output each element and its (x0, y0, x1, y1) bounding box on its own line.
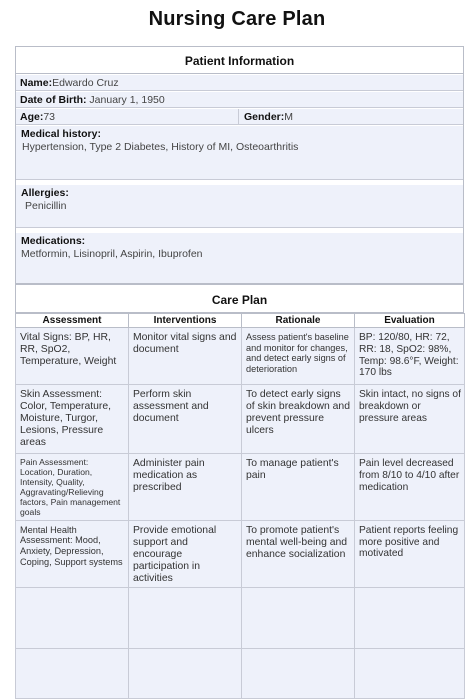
gender-field[interactable] (239, 109, 463, 125)
interventions-cell[interactable]: Provide emotional support and encourage participation in activities (129, 520, 242, 587)
evaluation-cell[interactable]: Patient reports feeling more positive and motivated (355, 520, 465, 587)
medical-history-field[interactable] (16, 126, 463, 180)
table-row (16, 385, 465, 454)
document-title: Nursing Care Plan (148, 8, 326, 30)
table-row (16, 649, 465, 699)
rationale-cell[interactable]: To detect early signs of skin breakdown and prevent pressure ulcers (242, 385, 355, 454)
dob-label: Date of Birth: (20, 94, 87, 106)
column-header-assessment: Assessment (16, 314, 129, 328)
rationale-cell[interactable] (242, 649, 355, 699)
gender-label: Gender: (244, 111, 285, 123)
assessment-cell[interactable]: Pain Assessment: Location, Duration, Intensity, Quality, Aggravating/Relieving factors, Pain management goals (16, 454, 129, 521)
rationale-cell[interactable] (242, 588, 355, 649)
name-label: Name: (20, 77, 53, 89)
assessment-cell[interactable]: Mental Health Assessment: Mood, Anxiety, Depression, Coping, Support systems (16, 520, 129, 587)
patient-info-heading: Patient Information (15, 46, 464, 74)
rationale-cell[interactable]: Assess patient's baseline and monitor for changes, and detect early signs of deterioration (242, 328, 355, 385)
table-row (16, 588, 465, 649)
evaluation-cell[interactable]: Skin intact, no signs of breakdown or pressure areas (355, 385, 465, 454)
assessment-cell[interactable] (16, 649, 129, 699)
allergies-label: Allergies: (21, 187, 69, 199)
table-row (16, 328, 465, 385)
column-header-evaluation: Evaluation (355, 314, 465, 328)
medical-history-value: Hypertension, Type 2 Diabetes, History of MI, Osteoarthritis (22, 141, 299, 153)
evaluation-cell[interactable] (355, 649, 465, 699)
assessment-cell[interactable]: Skin Assessment: Color, Temperature, Moisture, Turgor, Lesions, Pressure areas (16, 385, 129, 454)
medications-field[interactable] (16, 233, 463, 283)
allergies-value: Penicillin (25, 200, 67, 212)
table-row (16, 520, 465, 587)
medications-value: Metformin, Lisinopril, Aspirin, Ibuprofen (21, 248, 203, 260)
rationale-cell[interactable]: To manage patient's pain (242, 454, 355, 521)
allergies-field[interactable] (16, 185, 463, 228)
care-plan-table (15, 313, 465, 699)
interventions-cell[interactable]: Perform skin assessment and document (129, 385, 242, 454)
column-header-rationale: Rationale (242, 314, 355, 328)
interventions-cell[interactable] (129, 649, 242, 699)
evaluation-cell[interactable]: Pain level decreased from 8/10 to 4/10 after medication (355, 454, 465, 521)
rationale-cell[interactable]: To promote patient's mental well-being and enhance socialization (242, 520, 355, 587)
interventions-cell[interactable]: Administer pain medication as prescribed (129, 454, 242, 521)
column-header-interventions: Interventions (129, 314, 242, 328)
assessment-cell[interactable] (16, 588, 129, 649)
age-label: Age: (20, 111, 44, 123)
medical-history-label: Medical history: (21, 128, 101, 140)
name-field[interactable] (16, 75, 463, 91)
evaluation-cell[interactable]: BP: 120/80, HR: 72, RR: 18, SpO2: 98%, Temp: 98.6°F, Weight: 170 lbs (355, 328, 465, 385)
dob-field[interactable] (16, 92, 463, 108)
care-plan-header-row (16, 314, 465, 328)
care-plan-form (15, 46, 464, 692)
name-value: Edwardo Cruz (52, 77, 119, 89)
gender-value: M (284, 111, 294, 123)
care-plan-heading: Care Plan (15, 284, 464, 313)
interventions-cell[interactable]: Monitor vital signs and document (129, 328, 242, 385)
evaluation-cell[interactable] (355, 588, 465, 649)
medications-label: Medications: (21, 235, 86, 247)
dob-value: January 1, 1950 (89, 94, 165, 106)
age-field[interactable] (16, 109, 239, 125)
table-row (16, 454, 465, 521)
interventions-cell[interactable] (129, 588, 242, 649)
assessment-cell[interactable]: Vital Signs: BP, HR, RR, SpO2, Temperature, Weight (16, 328, 129, 385)
age-value: 73 (43, 111, 56, 123)
